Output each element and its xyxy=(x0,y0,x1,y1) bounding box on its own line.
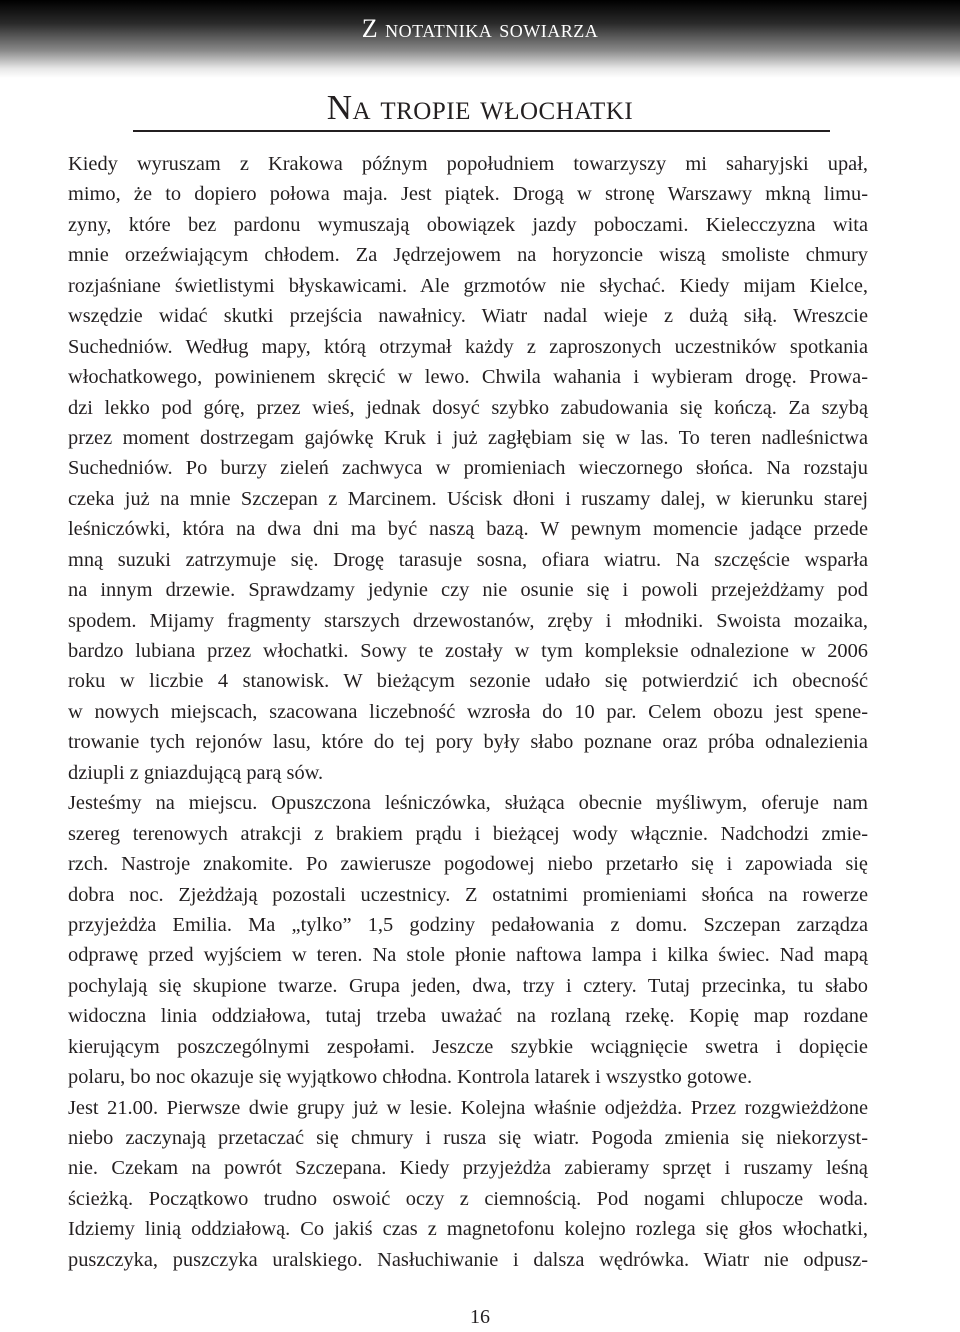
text-line: Jesteśmy na miejscu. Opuszczona leśniczówka, służąca obecnie myśliwym, oferuje nam xyxy=(68,792,868,815)
text-line: włochatkowego, powinienem skręcić w lewo. Chwila wahania i wybieram drogę. Prowa- xyxy=(68,366,868,389)
text-line: pochylają się skupione twarze. Grupa jeden, dwa, trzy i cztery. Tutaj przecinka, tu słabo xyxy=(68,974,868,997)
text-line: roku w liczbie 4 stanowisk. W bieżącym sezonie udało się potwierdzić ich obecność xyxy=(68,670,868,693)
text-line: widoczna linia oddziałowa, tutaj trzeba uważać na rozlaną rzekę. Kopię map rozdane xyxy=(68,1005,868,1028)
text-line: Suchedniów. Po burzy zieleń zachwyca w promieniach wieczornego słońca. Na rozstaju xyxy=(68,457,868,480)
chapter-title: Na tropie włochatki xyxy=(326,88,634,127)
text-line: polaru, bo noc okazuje się wyjątkowo chłodna. Kontrola latarek i wszystko gotowe. xyxy=(68,1066,753,1089)
text-line: kierującym poszczególnymi zespołami. Jeszcze szybkie wciągnięcie swetra i dopięcie xyxy=(68,1035,868,1058)
running-header: Z notatnika sowiarza xyxy=(361,14,599,43)
text-line: czeka już na mnie Szczepan z Marcinem. Uścisk dłoni i ruszamy dalej, w kierunku starej xyxy=(68,487,868,510)
text-line: ścieżką. Początkowo trudno oswoić oczy z ciemnością. Pod nogami chlupocze woda. xyxy=(68,1187,868,1210)
body-text xyxy=(68,149,868,1275)
text-line: wszędzie widać skutki przejścia nawałnicy. Wiatr nadal wieje z dużą siłą. Wreszcie xyxy=(68,305,868,328)
text-line: Jest 21.00. Pierwsze dwie grupy już w lesie. Kolejna właśnie odjeżdża. Przez rozgwieżdżone xyxy=(68,1096,868,1119)
text-line: niebo zaczynają przetaczać się chmury i rusza się wiatr. Pogoda zmienia się niekorzyst- xyxy=(68,1127,868,1149)
text-line: zyny, które bez pardonu wymuszają obowiązek jazdy poboczami. Kielecczyzna wita xyxy=(68,213,868,236)
text-line: odprawę przed wyjściem w teren. Na stole płonie naftowa lampa i kilka świec. Nad mapą xyxy=(68,944,868,967)
text-line: nie. Czekam na powrót Szczepana. Kiedy przyjeżdża zabieramy sprzęt i ruszamy leśną xyxy=(68,1157,868,1180)
text-line: przez moment dostrzegam gajówkę Kruk i już zagłębiam się w las. To teren nadleśnictwa xyxy=(68,426,868,449)
text-line: spodem. Mijamy fragmenty starszych drzewostanów, zręby i młodniki. Swoista mozaika, xyxy=(68,609,868,632)
text-line: szereg terenowych atrakcji z brakiem prądu i bieżącej wody włącznie. Nadchodzi zmie- xyxy=(68,822,868,845)
title-underline xyxy=(133,130,830,132)
text-line: dziupli z gniazdującą parą sów. xyxy=(68,761,324,784)
text-line: na innym drzewie. Sprawdzamy jedynie czy nie osunie się i powoli przejeżdżamy pod xyxy=(68,579,868,602)
text-line: Kiedy wyruszam z Krakowa późnym popołudniem towarzyszy mi saharyjski upał, xyxy=(68,153,868,175)
text-line: Suchedniów. Według mapy, którą otrzymał każdy z zaproszonych uczestników spotkania xyxy=(68,335,868,358)
text-line: przyjeżdża Emilia. Ma „tylko” 1,5 godziny pedałowania z domu. Szczepan zarządza xyxy=(68,913,868,936)
text-line: mnie orzeźwiającym chłodem. Za Jędrzejowem na horyzoncie wiszą smoliste chmury xyxy=(68,244,868,267)
text-line: Idziemy linią oddziałową. Co jakiś czas z magnetofonu kolejno rozlega się głos włochatki, xyxy=(68,1218,868,1241)
text-line: rzch. Nastroje znakomite. Po zawierusze pogodowej niebo przetarło się i zapowiada się xyxy=(68,853,868,876)
text-line: leśniczówki, która na dwa dni ma być naszą bazą. W pewnym momencie jadące przede xyxy=(68,518,868,541)
text-line: bardzo lubiana przez włochatki. Sowy te zostały w tym kompleksie odnalezione w 2006 xyxy=(68,640,868,662)
text-line: puszczyka, puszczyka uralskiego. Nasłuchiwanie i dalsza wędrówka. Wiatr nie odpusz- xyxy=(68,1248,868,1271)
page-number: 16 xyxy=(470,1306,490,1328)
text-line: trowanie tych rejonów lasu, które do tej pory były słabo poznane oraz próba odnalezienia xyxy=(68,731,868,754)
text-line: dobra noc. Zjeżdżają pozostali uczestnicy. Z ostatnimi promieniami słońca na rowerze xyxy=(68,883,868,906)
text-line: mimo, że to dopiero połowa maja. Jest piątek. Drogą w stronę Warszawy mkną limu- xyxy=(68,183,868,206)
text-line: mną suzuki zatrzymuje się. Drogę tarasuje sosna, ofiara wiatru. Na szczęście wsparła xyxy=(68,548,868,571)
text-line: rozjaśniane świetlistymi błyskawicami. Ale grzmotów nie słychać. Kiedy mijam Kielce, xyxy=(68,274,868,297)
text-line: dzi lekko pod górę, przez wieś, jednak dosyć szybko zabudowania się kończą. Za szybą xyxy=(68,396,868,419)
text-line: w nowych miejscach, szacowana liczebność wzrosła do 10 par. Celem obozu jest spene- xyxy=(68,700,868,723)
